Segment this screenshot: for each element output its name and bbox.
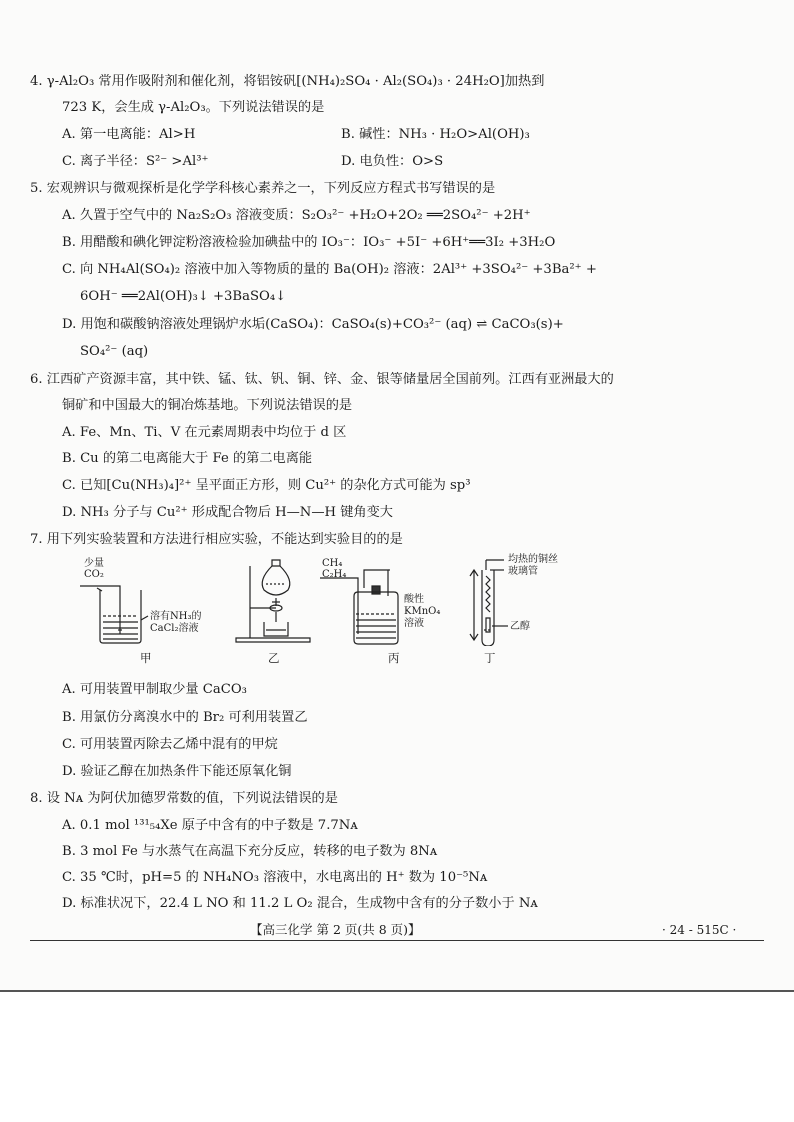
ding-label-copper-wire: 均热的铜丝 xyxy=(508,554,558,565)
apparatus-yi-caption: 乙 xyxy=(268,651,280,665)
q6-option-a: A. Fe、Mn、Ti、V 在元素周期表中均位于 d 区 xyxy=(62,425,347,440)
q5-option-b: B. 用醋酸和碘化钾淀粉溶液检验加碘盐中的 IO₃⁻：IO₃⁻ +5I⁻ +6H⁺══3I₂ +3H₂O xyxy=(62,235,556,250)
q4-option-d: D. 电负性：O>S xyxy=(341,154,444,169)
bing-solution-label-3: 溶液 xyxy=(404,618,424,629)
q8-stem: 8. 设 Nᴀ 为阿伏加德罗常数的值，下列说法错误的是 xyxy=(30,791,338,806)
q7-option-a: A. 可用装置甲制取少量 CaCO₃ xyxy=(62,682,247,697)
q6-stem-line2: 铜矿和中国最大的铜冶炼基地。下列说法错误的是 xyxy=(62,398,353,413)
jia-solution-label-2: CaCl₂溶液 xyxy=(150,623,199,634)
paper-code: · 24 - 515C · xyxy=(662,923,737,937)
q4-stem-line2: 723 K，会生成 γ-Al₂O₃。下列说法错误的是 xyxy=(62,100,325,115)
apparatus-bing xyxy=(318,556,448,668)
separatory-funnel-drawing xyxy=(228,556,328,646)
apparatus-yi xyxy=(228,556,328,668)
q7-option-d: D. 验证乙醇在加热条件下能还原氧化铜 xyxy=(62,764,292,779)
bing-gas-label-2: C₂H₄ xyxy=(322,569,347,580)
q4-option-c: C. 离子半径：S²⁻ >Al³⁺ xyxy=(62,154,209,169)
q5-option-c-line2: 6OH⁻ ══2Al(OH)₃↓ +3BaSO₄↓ xyxy=(80,289,287,304)
q8-option-c: C. 35 ℃时，pH=5 的 NH₄NO₃ 溶液中，水电离出的 H⁺ 数为 10⁻⁵Nᴀ xyxy=(62,870,488,885)
q6-option-d: D. NH₃ 分子与 Cu²⁺ 形成配合物后 H—N—H 键角变大 xyxy=(62,505,393,520)
q5-option-d-line1: D. 用饱和碳酸钠溶液处理锅炉水垢(CaSO₄)：CaSO₄(s)+CO₃²⁻ (aq) ⇌ CaCO₃(s)+ xyxy=(62,317,564,332)
q6-stem-line1: 6. 江西矿产资源丰富，其中铁、锰、钛、钒、铜、锌、金、银等储量居全国前列。江西有亚洲最大的 xyxy=(30,372,614,387)
page-bottom-edge xyxy=(0,990,794,992)
ding-label-ethanol: 乙醇 xyxy=(510,621,530,632)
q8-option-d: D. 标准状况下，22.4 L NO 和 11.2 L O₂ 混合，生成物中含有的分子数小于 Nᴀ xyxy=(62,896,538,911)
q4-option-a: A. 第一电离能：Al>H xyxy=(62,127,196,142)
q7-option-b: B. 用氯仿分离溴水中的 Br₂ 可利用装置乙 xyxy=(62,710,308,725)
jia-gas-label-1: 少量 xyxy=(84,558,104,569)
bing-gas-label-1: CH₄ xyxy=(322,558,343,569)
q5-stem: 5. 宏观辨识与微观探析是化学学科核心素养之一，下列反应方程式书写错误的是 xyxy=(30,181,496,196)
q4-option-b: B. 碱性：NH₃ · H₂O>Al(OH)₃ xyxy=(341,127,530,142)
q6-option-c: C. 已知[Cu(NH₃)₄]²⁺ 呈平面正方形，则 Cu²⁺ 的杂化方式可能为 sp³ xyxy=(62,478,471,493)
apparatus-bing-caption: 丙 xyxy=(388,651,400,665)
q4-stem-line1: 4. γ-Al₂O₃ 常用作吸附剂和催化剂，将铝铵矾[(NH₄)₂SO₄ · Al₂(SO₄)₃ · 24H₂O]加热到 xyxy=(30,74,545,89)
page-footer-label: 【高三化学 第 2 页(共 8 页)】 xyxy=(250,922,421,937)
ding-label-glass-tube: 玻璃管 xyxy=(508,566,538,577)
q5-option-a: A. 久置于空气中的 Na₂S₂O₃ 溶液变质：S₂O₃²⁻ +H₂O+2O₂ ══2SO₄²⁻ +2H⁺ xyxy=(62,208,531,223)
jia-gas-label-2: CO₂ xyxy=(84,569,104,580)
apparatus-jia xyxy=(78,556,218,668)
q6-option-b: B. Cu 的第二电离能大于 Fe 的第二电离能 xyxy=(62,451,313,466)
footer-rule xyxy=(30,940,764,941)
bing-solution-label-2: KMnO₄ xyxy=(404,606,441,617)
apparatus-jia-caption: 甲 xyxy=(140,651,152,665)
apparatus-ding xyxy=(464,556,594,668)
q5-option-d-line2: SO₄²⁻ (aq) xyxy=(80,344,149,359)
apparatus-ding-caption: 丁 xyxy=(484,651,496,665)
q5-option-c-line1: C. 向 NH₄Al(SO₄)₂ 溶液中加入等物质的量的 Ba(OH)₂ 溶液：2Al³⁺ +3SO₄²⁻ +3Ba²⁺ + xyxy=(62,262,597,277)
q7-stem: 7. 用下列实验装置和方法进行相应实验，不能达到实验目的的是 xyxy=(30,532,403,547)
q8-option-a: A. 0.1 mol ¹³¹₅₄Xe 原子中含有的中子数是 7.7Nᴀ xyxy=(62,818,358,833)
q7-option-c: C. 可用装置丙除去乙烯中混有的甲烷 xyxy=(62,737,278,752)
bing-solution-label-1: 酸性 xyxy=(404,594,424,605)
jia-solution-label-1: 溶有NH₃的 xyxy=(150,611,202,622)
q8-option-b: B. 3 mol Fe 与水蒸气在高温下充分反应，转移的电子数为 8Nᴀ xyxy=(62,844,438,859)
